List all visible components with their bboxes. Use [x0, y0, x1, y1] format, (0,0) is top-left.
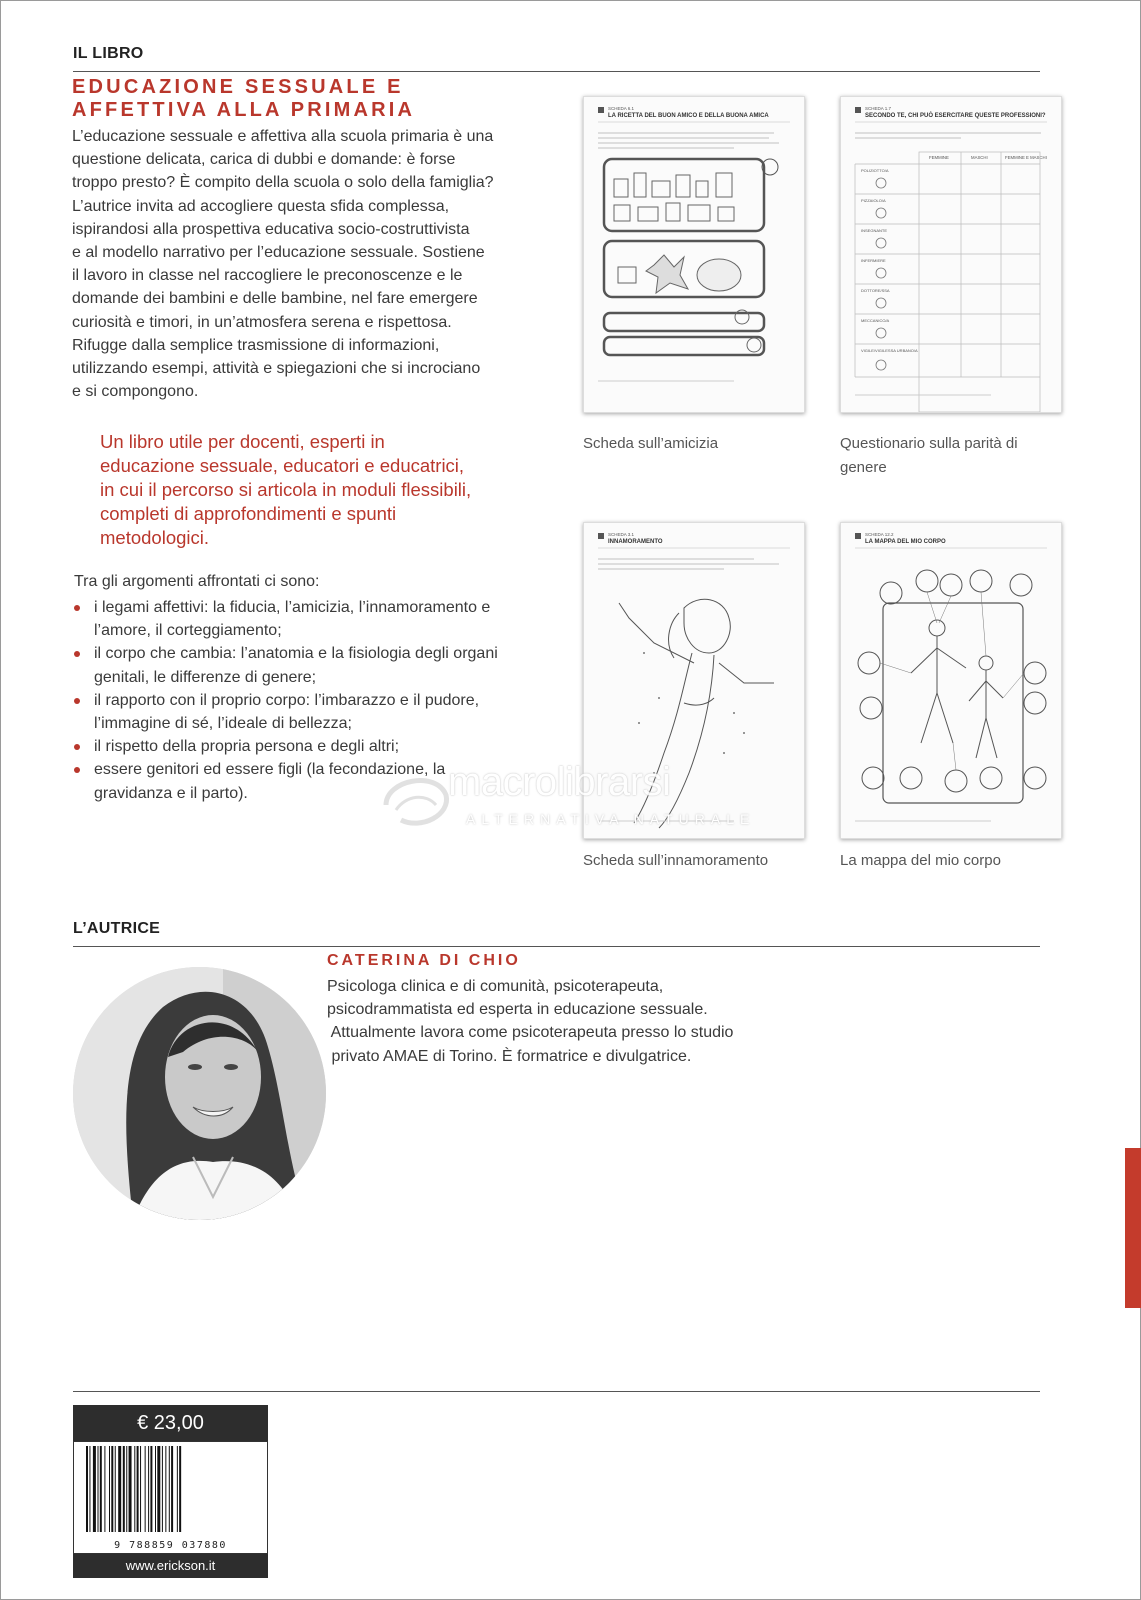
table-row-label: POLIZIOTTO/A: [861, 168, 889, 173]
bullet-icon: [74, 698, 80, 704]
book-title-line: EDUCAZIONE SESSUALE E: [72, 76, 404, 98]
table-row-label: VIGILE/VIGILESSA URBANO/A: [861, 348, 918, 353]
barcode-bar: [169, 1446, 170, 1532]
sheet-title: LA MAPPA DEL MIO CORPO: [865, 539, 946, 545]
topics-intro: Tra gli argomenti affrontati ci sono:: [74, 573, 320, 590]
thumbnail-gender-questionnaire: [840, 96, 1062, 413]
barcode-bar: [137, 1446, 139, 1532]
isbn-number: 9 788859 037880: [114, 1540, 227, 1551]
website-link[interactable]: www.erickson.it: [73, 1554, 268, 1578]
topic-item: [74, 596, 544, 642]
sheet-title: INNAMORAMENTO: [608, 539, 663, 545]
topic-line: gravidanza e il parto).: [94, 784, 248, 802]
barcode-bar: [171, 1446, 173, 1532]
topic-item: [74, 642, 544, 688]
description-line: L’autrice invita ad accogliere questa sfida complessa,: [72, 197, 450, 215]
bio-line: Attualmente lavora come psicoterapeuta presso lo studio: [327, 1024, 734, 1042]
caption-line: Scheda sull’amicizia: [583, 435, 719, 452]
quote-line: in cui il percorso si articola in moduli flessibili,: [100, 479, 472, 500]
barcode-bar: [140, 1446, 141, 1532]
topic-item: [74, 735, 544, 758]
thumbnail-body-map: [840, 522, 1062, 839]
description-line: utilizzando esempi, attività e spiegazioni che si incrociano: [72, 360, 481, 378]
table-row-label: DOTTORE/SSA: [861, 288, 890, 293]
topic-line: essere genitori ed essere figli (la fecondazione, la: [94, 761, 446, 779]
topic-line: l’immagine di sé, l’ideale di bellezza;: [94, 715, 352, 733]
watermark-subtext: ALTERNATIVA NATURALE: [466, 811, 756, 827]
description-line: e si compongono.: [72, 383, 199, 401]
barcode-bars-icon: [74, 1446, 267, 1536]
quote-line: Un libro utile per docenti, esperti in: [100, 431, 385, 452]
bio-line: privato AMAE di Torino. È formatrice e divulgatrice.: [327, 1047, 692, 1065]
sheet-title: SECONDO TE, CHI PUÒ ESERCITARE QUESTE PROFESSIONI?: [865, 113, 1046, 119]
description-line: troppo presto? È compito della scuola o solo della famiglia?: [72, 174, 494, 192]
barcode-bar: [150, 1446, 152, 1532]
bottom-rule: [73, 1391, 1040, 1392]
description-line: L’educazione sessuale e affettiva alla scuola primaria è una: [72, 128, 494, 145]
barcode-bar: [157, 1446, 160, 1532]
bullet-icon: [74, 767, 80, 773]
thumbnail-caption: [583, 432, 718, 456]
table-row-label: PIZZAIOLO/A: [861, 198, 886, 203]
section-rule: [73, 946, 1040, 947]
topic-line: i legami affettivi: la fiducia, l’amicizia, l’innamoramento e: [94, 599, 491, 616]
thumbnail-friendship-sheet: [583, 96, 805, 413]
description-line: questione delicata, carica di dubbi e domande: è forse: [72, 151, 456, 169]
table-row-label: INSEGNANTE: [861, 228, 888, 233]
barcode-bar: [93, 1446, 96, 1532]
barcode-bar: [177, 1446, 178, 1532]
sheet-label: SCHEDA 1.7: [865, 106, 892, 111]
section-label-book: IL LIBRO: [73, 45, 144, 62]
topic-line: l’amore, il corteggiamento;: [94, 622, 282, 640]
caption-line: genere: [840, 459, 887, 476]
author-name: CATERINA DI CHIO: [327, 952, 521, 969]
author-bio: [327, 975, 787, 1068]
sheet-label: SCHEDA 3.1: [608, 532, 635, 537]
barcode-bar: [129, 1446, 132, 1532]
topic-line: il rispetto della propria persona e degli altri;: [94, 738, 400, 756]
barcode-bar: [123, 1446, 125, 1532]
section-rule: [73, 71, 1040, 72]
barcode-bar: [115, 1446, 116, 1532]
description-line: ispirandosi alla prospettiva educativa socio-costruttivista: [72, 220, 470, 238]
caption-line: Scheda sull’innamoramento: [583, 852, 769, 869]
barcode-bar: [162, 1446, 163, 1532]
thumbnail-caption: [840, 432, 1018, 480]
quote-line: educazione sessuale, educatori e educatrici,: [100, 455, 465, 476]
description-line: curiosità e timori, in un’atmosfera serena e rispettosa.: [72, 313, 452, 331]
barcode-bar: [111, 1446, 113, 1532]
table-header: FEMMINE: [929, 155, 949, 160]
table-header: FEMMINE E MASCHI: [1005, 155, 1047, 160]
topic-line: il corpo che cambia: l’anatomia e la fisiologia degli organi: [94, 645, 498, 663]
bio-line: psicodrammatista ed esperta in educazione sessuale.: [327, 1001, 708, 1019]
watermark-text: macrolibrarsi: [448, 760, 671, 804]
topic-item: [74, 689, 544, 735]
description-line: domande dei bambini e delle bambine, nel fare emergere: [72, 290, 478, 308]
thumbnail-caption: [583, 849, 768, 873]
quote-line: completi di approfondimenti e spunti: [100, 503, 397, 524]
sheet-label: SCHEDA 12.2: [865, 532, 894, 537]
section-label-author: L’AUTRICE: [73, 920, 161, 937]
caption-line: Questionario sulla parità di: [840, 435, 1018, 452]
bullet-icon: [74, 651, 80, 657]
barcode-bar: [145, 1446, 146, 1532]
caption-line: La mappa del mio corpo: [840, 852, 1001, 869]
bullet-icon: [74, 605, 80, 611]
description-line: il lavoro in classe nel raccogliere le preconoscenze e le: [72, 267, 463, 285]
barcode-bar: [86, 1446, 88, 1532]
thumbnail-caption: [840, 849, 1001, 873]
barcode-bar: [126, 1446, 127, 1532]
table-row-label: INFERMIERE: [861, 258, 886, 263]
barcode-bar: [134, 1446, 135, 1532]
book-title: [72, 76, 415, 122]
barcode-bar: [98, 1446, 99, 1532]
sheet-label: SCHEDA 6.1: [608, 106, 635, 111]
book-title-line: AFFETTIVA ALLA PRIMARIA: [72, 99, 416, 121]
barcode: [73, 1441, 268, 1554]
barcode-bar: [165, 1446, 166, 1532]
topic-line: genitali, le differenze di genere;: [94, 668, 317, 686]
barcode-bar: [89, 1446, 90, 1532]
description-line: Rifugge dalla semplice trasmissione di informazioni,: [72, 336, 440, 354]
book-description: [72, 125, 542, 403]
barcode-bar: [109, 1446, 110, 1532]
bio-line: Psicologa clinica e di comunità, psicoterapeuta,: [327, 978, 664, 995]
barcode-bar: [118, 1446, 121, 1532]
barcode-bar: [104, 1446, 105, 1532]
table-row-label: MECCANICO/A: [861, 318, 890, 323]
side-color-tab: [1125, 1148, 1141, 1308]
quote-line: metodologici.: [100, 527, 210, 548]
bullet-icon: [74, 744, 80, 750]
barcode-bar: [179, 1446, 181, 1532]
sheet-title: LA RICETTA DEL BUON AMICO E DELLA BUONA AMICA: [608, 113, 769, 119]
barcode-bar: [100, 1446, 102, 1532]
author-portrait: [73, 967, 326, 1220]
topic-line: il rapporto con il proprio corpo: l’imbarazzo e il pudore,: [94, 691, 480, 709]
barcode-bar: [155, 1446, 156, 1532]
description-line: e al modello narrativo per l’educazione sessuale. Sostiene: [72, 244, 485, 262]
price-label: € 23,00: [73, 1405, 268, 1441]
barcode-bar: [148, 1446, 149, 1532]
table-header: MASCHI: [971, 155, 988, 160]
highlight-quote: [100, 430, 540, 550]
